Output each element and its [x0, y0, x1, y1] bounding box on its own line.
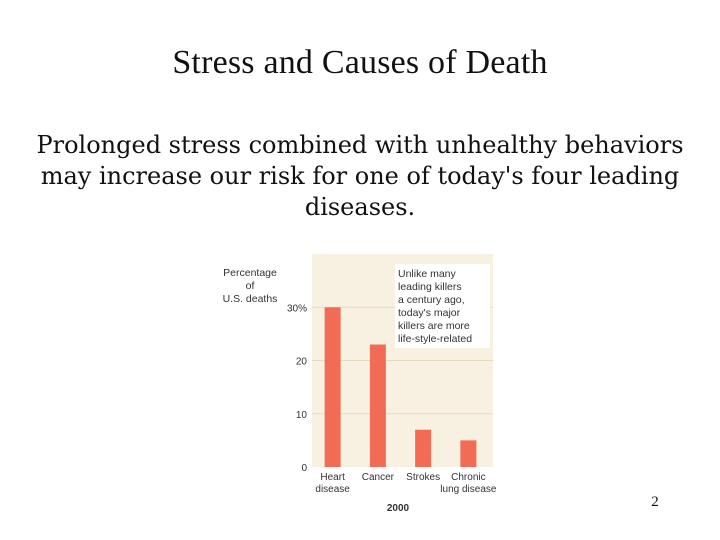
bar-3: [460, 440, 476, 467]
category-label-0-0: Heart: [320, 472, 345, 483]
slide-title: Stress and Causes of Death: [172, 44, 548, 81]
y-tick-label-2: 20: [295, 356, 307, 368]
y-tick-label-0: 0: [301, 463, 307, 474]
annotation-line-2: a century ago,: [398, 294, 465, 306]
bar-1: [370, 345, 386, 467]
annotation-line-4: killers are more: [398, 320, 470, 332]
x-axis-label: 2000: [386, 503, 410, 514]
bar-2: [415, 430, 431, 467]
y-tick-label-3: 30%: [286, 303, 307, 315]
page-number: 2: [651, 494, 659, 510]
annotation-line-5: life-style-related: [398, 333, 473, 345]
y-axis-label-line-0: Percentage: [223, 267, 277, 279]
category-label-0-1: disease: [315, 484, 350, 495]
annotation-line-3: today's major: [398, 307, 461, 319]
annotation-line-1: leading killers: [398, 281, 462, 293]
y-tick-label-1: 10: [295, 409, 307, 421]
slide-body-text: Prolonged stress combined with unhealthy behaviors may increase our risk for one of today's four leading diseases.: [36, 131, 684, 221]
bar-0: [325, 307, 341, 467]
category-label-2-0: Strokes: [406, 472, 441, 483]
deaths-bar-chart: [210, 254, 510, 516]
category-label-1-0: Cancer: [361, 472, 394, 483]
annotation-line-0: Unlike many: [398, 268, 456, 280]
chart-svg: [210, 254, 510, 516]
category-label-3-0: Chronic: [451, 472, 486, 483]
y-axis-label-line-2: U.S. deaths: [222, 293, 278, 305]
y-axis-label-line-1: of: [245, 280, 255, 292]
category-label-3-1: lung disease: [440, 484, 497, 495]
